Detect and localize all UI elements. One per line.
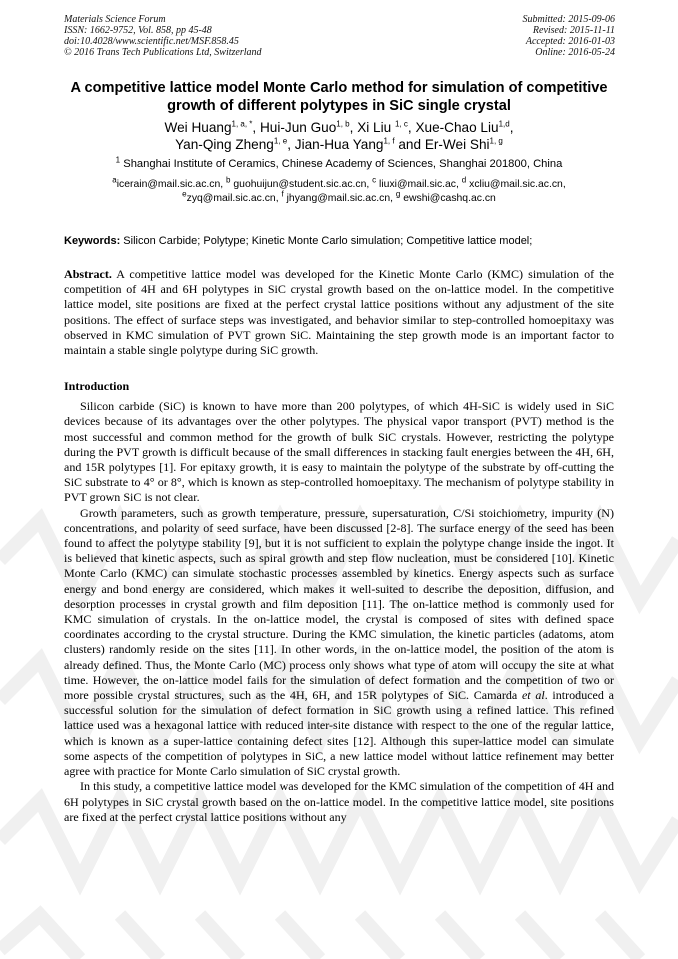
author-sup: 1, a, * bbox=[231, 119, 253, 129]
email-address[interactable]: guohuijun@student.sic.ac.cn, bbox=[230, 179, 373, 190]
date-accepted: Accepted: 2016-01-03 bbox=[525, 36, 615, 47]
paper-title: A competitive lattice model Monte Carlo method for simulation of competitive growth of different polytypes in SiC single crystal bbox=[70, 80, 608, 114]
intro-paragraph-3: In this study, a competitive lattice model was developed for the KMC simulation of the competition of 4H and 6H polytypes in SiC crystal growth based on the on-lattice model. In the competitive lattice model, site positions are fixed at the perfect crystal lattice positions without any bbox=[64, 779, 614, 824]
author-name: Xue-Chao Liu bbox=[415, 120, 499, 135]
email-address[interactable]: ewshi@cashq.ac.cn bbox=[400, 192, 496, 204]
date-online: Online: 2016-05-24 bbox=[535, 47, 615, 58]
intro-paragraph-2 bbox=[64, 506, 614, 780]
etal-italic: et al bbox=[521, 688, 545, 703]
author-name: Wei Huang bbox=[164, 120, 232, 135]
journal-doi: doi:10.4028/www.scientific.net/MSF.858.45 bbox=[64, 36, 239, 47]
journal-header-left bbox=[64, 14, 262, 58]
email-address[interactable]: jhyang@mail.sic.ac.cn, bbox=[283, 192, 396, 204]
affiliation bbox=[64, 155, 614, 171]
intro-paragraph-1: Silicon carbide (SiC) is known to have more than 200 polytypes, of which 4H-SiC is widely used in SiC devices because of its advantages over the other polytypes. The physical vapor transport (PVT) method is the most successful and common method for the growth of bulk SiC crystals. However, restricting the polytype during the PVT growth is difficult because of the small differences in stacking fault energies between the 4H, 6H, and 15R polytypes [1]. For epitaxy growth, it is easy to maintain the polytype of the substrate by off-cutting the SiC substrate to 4° or 8°, which is known as step-controlled homoepitaxy. The mechanism of polytype stability in PVT grown SiC is not clear. bbox=[64, 399, 614, 505]
affiliation-sup: 1 bbox=[115, 155, 121, 165]
author-list bbox=[64, 119, 614, 153]
email-sup: b bbox=[226, 175, 231, 185]
author-sep: , bbox=[287, 137, 295, 152]
author-sup: 1, e bbox=[273, 136, 288, 146]
email-sup: g bbox=[395, 189, 401, 199]
email-address[interactable]: xcliu@mail.sic.ac.cn, bbox=[466, 179, 566, 190]
author-name: Hui-Jun Guo bbox=[259, 120, 337, 135]
keywords-text: Silicon Carbide; Polytype; Kinetic Monte Carlo simulation; Competitive lattice model; bbox=[123, 235, 533, 247]
author-sep: , bbox=[407, 120, 416, 135]
author-sup: 1, c bbox=[394, 119, 408, 129]
author-sep: , bbox=[252, 120, 260, 135]
email-sup: c bbox=[372, 175, 377, 185]
keywords bbox=[64, 235, 614, 248]
date-revised: Revised: 2015-11-11 bbox=[532, 25, 615, 36]
author-name: Xi Liu bbox=[357, 120, 395, 135]
email-sup: d bbox=[461, 175, 467, 185]
journal-name: Materials Science Forum bbox=[64, 14, 166, 25]
author-sup: 1, g bbox=[489, 136, 503, 146]
paper-body bbox=[64, 80, 614, 825]
abstract bbox=[64, 267, 614, 358]
abstract-text: A competitive lattice model was developed for the Kinetic Monte Carlo (KMC) simulation of the competition of 4H and 6H polytypes in SiC crystal growth based on the on-lattice model. In the competitive lattice model, site positions are fixed at the perfect crystal lattice positions without any adjustment of the site positions. The effect of surface steps was investigated, and behavior similar to step-controlled homoepitaxy was observed in KMC simulation of PVT grown SiC. Maintaining the step growth mode is an important factor to maintain a stable single polytype during SiC growth. bbox=[64, 267, 614, 358]
keywords-label: Keywords: bbox=[64, 235, 124, 247]
author-sep: and bbox=[394, 137, 425, 152]
journal-header-right bbox=[523, 14, 616, 58]
introduction-section bbox=[64, 379, 614, 825]
author-sep: , bbox=[349, 120, 358, 135]
affiliation-text: Shanghai Institute of Ceramics, Chinese Academy of Sciences, Shanghai 201800, China bbox=[120, 158, 563, 170]
date-submitted: Submitted: 2015-09-06 bbox=[522, 14, 615, 25]
author-name: Er-Wei Shi bbox=[424, 137, 490, 152]
author-sup: 1, f bbox=[383, 136, 395, 146]
author-sep: , bbox=[509, 120, 514, 135]
email-sup: a bbox=[112, 175, 117, 185]
paragraph-text: Growth parameters, such as growth temperature, pressure, supersaturation, C/Si stoichiometry, impurity (N) concentrations, and polarity of seed surface, have been discussed [2-8]. The surface energy of the seed has been found to affect the polytype stability [9], but it is not sufficient to explain the polytype change inside the ingot. It is believed that kinetic aspects, such as spiral growth and step flow nucleation, must be considered [10]. Kinetic Monte Carlo (KMC) can simulate stochastic processes assembled by kinetics. Energy aspects such as surface energy and bond energy are considered, which makes it well-suited to describe the deposition, diffusion, and desorption processes in crystal growth and film deposition [11]. The on-lattice method is commonly used for KMC simulation of crystals. In the on-lattice model, the crystal is composed of sites with defined space coordinates according to the crystal structure. During the KMC simulation, the kinetic particles (adatoms, atom clusters) randomly reside on the sites [11]. In other words, in the on-lattice model, the position of the atom is already defined. Thus, the Monte Carlo (MC) process only shows what type of atom will occupy the site at what time. However, the on-lattice model fails for the simulation of defect formation and the competition of two or more possible crystal structures, such as the 4H, 6H, and 15R polytypes of SiC. Camarda bbox=[64, 505, 614, 703]
email-address[interactable]: liuxi@mail.sic.ac, bbox=[376, 179, 462, 190]
abstract-label: Abstract. bbox=[64, 267, 112, 281]
author-name: Yan-Qing Zheng bbox=[175, 137, 274, 152]
journal-issn: ISSN: 1662-9752, Vol. 858, pp 45-48 bbox=[64, 25, 212, 36]
author-name: Jian-Hua Yang bbox=[294, 137, 384, 152]
email-address[interactable]: icerain@mail.sic.ac.cn, bbox=[116, 179, 227, 190]
author-sup: 1,d bbox=[498, 119, 510, 129]
email-sup: e bbox=[182, 189, 187, 199]
section-title: Introduction bbox=[64, 379, 130, 394]
journal-copyright: © 2016 Trans Tech Publications Ltd, Switzerland bbox=[64, 47, 262, 58]
paragraph-text: . introduced a successful solution for the simulation of defect formation in SiC growth using a refined lattice. This refined lattice used was a hexagonal lattice with reduced inter-site distance with respect to the one of the regular lattice, which is known as a super-lattice containing defect sites [12]. Although this super-lattice model can simulate some aspects of the competition of polytypes in SiC, a new lattice model without lattice refinement may better agree with practice for Monte Carlo simulation of SiC crystal growth. bbox=[64, 688, 614, 779]
email-sup: f bbox=[281, 189, 284, 199]
email-address[interactable]: zyq@mail.sic.ac.cn, bbox=[186, 192, 282, 204]
author-sup: 1, b bbox=[336, 119, 350, 129]
email-list bbox=[64, 175, 614, 205]
